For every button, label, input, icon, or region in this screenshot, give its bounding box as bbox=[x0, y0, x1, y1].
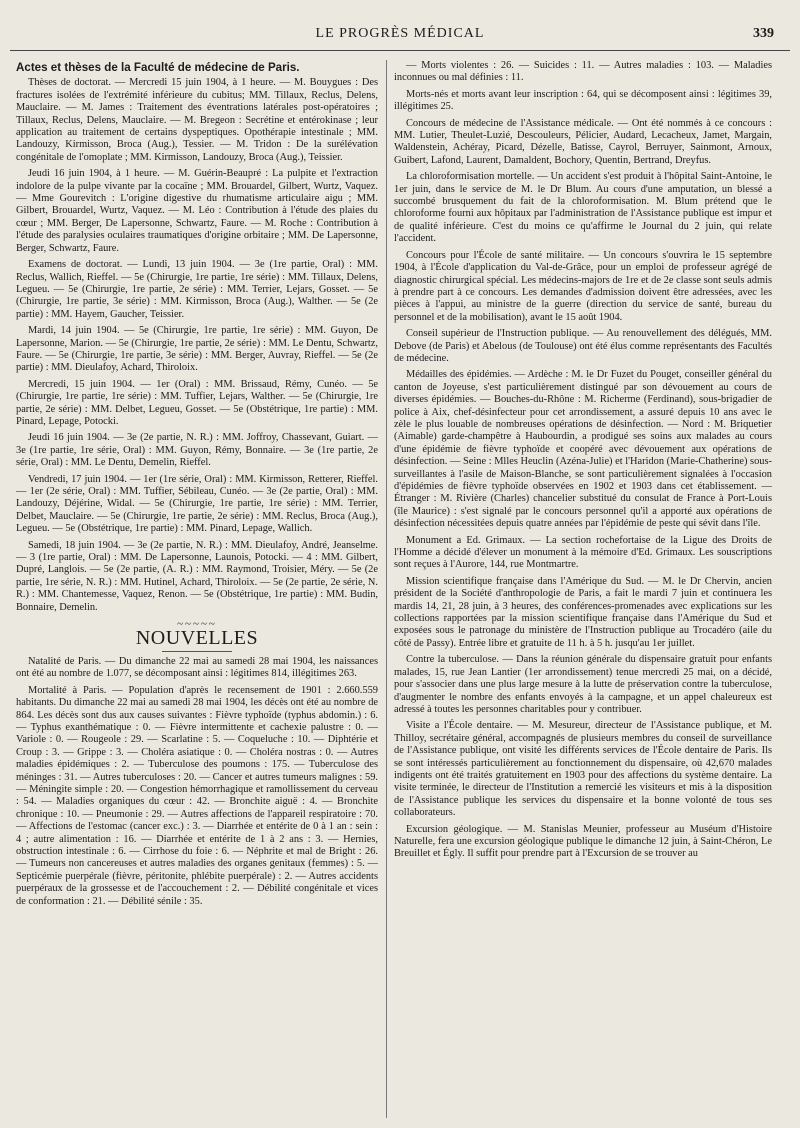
paragraph-concours-assistance: Concours de médecine de l'Assistance médicale. — Ont été nommés à ce concours : MM. Lutier, Theulet-Luzié, Descouleurs, Pélicier, Audard, Lecacheux, Jamet, Margain, Waldenstein, Achéray, Picard, Dézelle, Batisse, Cayrol, Berruyer, Sainmont, Arnoux, Guibert, Lafond, Laurent, Damaldent, Bochory, Quentin, Bertrand, Dreyfus. bbox=[394, 117, 772, 166]
paragraph-morts-nes: Morts-nés et morts avant leur inscription : 64, qui se décomposent ainsi : légitimes 39, illégitimes 25. bbox=[394, 88, 772, 113]
paragraph-mortalite: Mortalité à Paris. — Population d'après le recensement de 1901 : 2.660.559 habitants. Du dimanche 22 mai au samedi 28 mai 1904, les décès ont été au nombre de 864. Les décès sont dus aux causes suivantes : Fièvre typhoïde (typhus abdomin.) : 6. — Typhus exanthématique : 0. — Fièvre intermittente et cachexie palustre : 0. — Variole : 0. — Rougeole : 29. — Scarlatine : 5. — Coqueluche : 10. — Diphtérie et Croup : 3. — Grippe : 3. — Choléra asiatique : 0. — Choléra nostras : 0. — Autres maladies épidémiques : 2. — Tuberculose des poumons : 175. — Tuberculose des méninges : 31. — Autres tuberculoses : 20. — Cancer et autres tumeurs malignes : 59. — Méningite simple : 20. — Congestion hémorrhagique et ramollissement du cerveau : 54. — Maladies organiques du cœur : 42. — Bronchite aiguë : 4. — Bronchite chronique : 10. — Pneumonie : 29. — Autres affections de l'appareil respiratoire : 70. — Affections de l'estomac (cancer exc.) : 3. — Diarrhée et entérite de 0 à 1 an : sein : 4 ; autre alimentation : 16. — Diarrhée et entérite de 1 à 2 ans : 3. — Hernies, obstruction intestinale : 6. — Cirrhose du foie : 6. — Néphrite et mal de Bright : 26. — Tumeurs non cancereuses et autres maladies des organes genitaux (femmes) : 5. — Septicémie puerpérale (fièvre, péritonite, phlébite puerpérale) : 2. — Autres accidents puerpéraux de la grossesse et de l'accouchement : 2. — Débilité congénitale et vices de conformation : 21. — Débilité sénile : 35. bbox=[16, 684, 378, 907]
paragraph-medailles-epidemies: Médailles des épidémies. — Ardèche : M. le Dr Fuzet du Pouget, conseiller général du canton de Joyeuse, s'est particulièrement distingué par son dévouement au cours de diverses épidémies. — Bouches-du-Rhône : M. Richerme (Ferdinand), sous-brigadier de police à Aix, chef-désinfecteur pour cet arrondissement, a assuré depuis 10 ans avec le zèle le plus louable de nombreuses opérations de désinfection. — Nord : M. Briquetier (Aimable) garde-champêtre à Haubourdin, a prodigué ses soins aux malades au cours d'une épidémie de fièvre typhoïde et coopéré avec dévouement aux opérations de désinfection. — Seine : Mlles Heuclin (Azéna-Julie) et l'Haridon (Marie-Chatherine) sous-surveillantes à l'asile de Maison-Blanche, se sont particulièrement signalées à l'occasion d'épidémies de fièvre typhoïde observées en 1902 et 1903 dans cet établissement. — Étranger : M. Rivière (Charles) chancelier substitué du consulat de France à Port-Louis (île Maurice) : s'est signalé par le concours personnel qu'il a apporté aux opérations de désinfection nécessitées depuis quatre années par l'épidémie de peste qui sévit dans l'île. bbox=[394, 369, 772, 530]
paragraph-morts-violentes: — Morts violentes : 26. — Suicides : 11. — Autres maladies : 103. — Maladies inconnues ou mal définies : 11. bbox=[394, 60, 772, 84]
paragraph-tuberculose: Contre la tuberculose. — Dans la réunion générale du dispensaire gratuit pour enfants malades, 15, rue Jean Lantier (1er arrondissement) tenue mercredi 25 mai, on a décidé, pour s'associer dans une plus large mesure à la lutte de préservation contre la tuberculose, d'augmenter le nombre des enfants envoyés à la campagne, et un appel chaleureux est adressé à toutes les personnes charitables pour y contribuer. bbox=[394, 654, 772, 715]
header-rule bbox=[10, 50, 790, 51]
paragraph-examens-mardi: Mardi, 14 juin 1904. — 5e (Chirurgie, 1re partie, 1re série) : MM. Guyon, De Lapersonne, Marion. — 5e (Chirurgie, 1re partie, 2e série) : MM. Le Dentu, Schwartz, Faure. — 5e (Chirurgie, 1re partie, 3e série) : MM. Berger, Auvray, Rieffel. — 5e (2e partie) : MM. Dieulafoy, Achard, Thiroloix. bbox=[16, 325, 378, 374]
paragraph-examens-lundi: Examens de doctorat. — Lundi, 13 juin 1904. — 3e (1re partie, Oral) : MM. Reclus, Wallich, Rieffel. — 5e (Chirurgie, 1re partie, 1re série) : MM. Tillaux, Delens, Legueu. — 5e (Chirurgie, 1re partie, 2e série) : MM. Terrier, Lejars, Gosset. — 5e (Chirurgie, 1re partie, 3e série) : MM. Kirmisson, Broca (Aug.), Walther. — 5e (2e partie) : MM. Hayem, Gaucher, Teissier. bbox=[16, 259, 378, 320]
paragraph-examens-jeudi: Jeudi 16 juin 1904. — 3e (2e partie, N. R.) : MM. Joffroy, Chassevant, Guiart. — 3e (1re partie, 1re série, Oral) : MM. Guyon, Rémy, Bonnaire. — 3e (1re partie, 2e série, Oral) : MM. Le Dentu, Demelin, Rieffel. bbox=[16, 432, 378, 469]
journal-title: LE PROGRÈS MÉDICAL bbox=[315, 26, 485, 41]
left-column bbox=[16, 60, 378, 1120]
section-ornament: ~~~~~ bbox=[177, 618, 217, 631]
running-header bbox=[0, 26, 800, 46]
news-title-rule bbox=[162, 651, 232, 652]
paragraph-monument-grimaux: Monument a Ed. Grimaux. — La section rochefortaise de la Ligue des Droits de l'Homme a décidé d'élever un monument à la mémoire d'Ed. Grimaux. Les souscriptions sont reçues à l'Aurore, 144, rue Montmartre. bbox=[394, 534, 772, 571]
right-column bbox=[394, 60, 772, 1120]
paragraph-chloroformisation: La chloroformisation mortelle. — Un accident s'est produit à l'hôpital Saint-Antoine, le 1er juin, dans le service de M. le Dr Blum. Au cours d'une amputation, un blessé a succombé brusquement du fait de la chloroformisation. M. Blum prétend que le chloroforme fourni aux hôpitaux par l'administration de l'Assistance publique est impur et de qualité inférieure. C'est du moins ce qu'affirme le Journal du 2 juin, qui relate l'accident. bbox=[394, 171, 772, 245]
paragraph-examens-vendredi: Vendredi, 17 juin 1904. — 1er (1re série, Oral) : MM. Kirmisson, Retterer, Rieffel. — 1er (2e série, Oral) : MM. Tuffier, Sébileau, Cunéo. — 3e (2e partie, Oral) : MM. Landouzy, Déjérine, Widal. — 5e (Chirurgie, 1re partie, 1re série) : MM. Terrier, Delbet, Mauclaire. — 5e (Chirurgie, 1re partie, 2e série) : MM. Reclus, Broca (Aug.), Legueu. — 5e (Obstétrique, 1re partie) : MM. Pinard, Lepage, Wallich. bbox=[16, 473, 378, 535]
page-number: 339 bbox=[753, 26, 774, 41]
paragraph-excursion-geologique: Excursion géologique. — M. Stanislas Meunier, professeur au Muséum d'Histoire Naturelle, fera une excursion géologique publique le dimanche 12 juin, à Saint-Chéron, Le Breuillet et Égly. Il suffit pour prendre part à l'Excursion de se trouver au bbox=[394, 823, 772, 860]
paragraph-examens-mercredi: Mercredi, 15 juin 1904. — 1er (Oral) : MM. Brissaud, Rémy, Cunéo. — 5e (Chirurgie, 1re partie, 1re série) : MM. Tuffier, Lejars, Walther. — 5e (Chirurgie, 1re partie, 2e série) : MM. Delbet, Legueu, Gosset. — 5e (Obstétrique, 1re partie) : MM. Pinard, Lepage, Potocki. bbox=[16, 378, 378, 427]
news-title: NOUVELLES bbox=[135, 627, 259, 650]
section-title-actes: Actes et thèses de la Faculté de médecine de Paris. bbox=[16, 61, 300, 74]
paragraph-theses-jeudi: Jeudi 16 juin 1904, à 1 heure. — M. Guérin-Beaupré : La pulpite et l'extraction indolore de la pulpe vivante par la cocaïne ; MM. Brouardel, Gilbert, Wurtz, Vaquez. — Mme Gourevitch : L'origine digestive du rhumatisme articulaire aigu ; MM. Gilbert, Brouardel, Wurtz, Vaquez. — M. Léo : Contribution à l'étude des plaies du cœur ; MM. Berger, De Lapersonne, Schwartz, Faure. — M. Roche : Contribution à l'étude des paralysies oculaires traumatiques d'origine orbitaire ; MM. De Lapersonne, Berger, Schwartz, Faure. bbox=[16, 168, 378, 254]
paragraph-concours-sante-militaire: Concours pour l'École de santé militaire. — Un concours s'ouvrira le 15 septembre 1904, à l'École d'application du Val-de-Grâce, pour un emploi de professeur agrégé de diagnostic chirurgical spécial. Les médecins-majors de 1re et de 2e classe sont seuls admis à prendre part à ce concours. Les demandes d'admission doivent être adressées, avec les pièces à l'appui, au ministre de la guerre (direction du service de santé, bureau du personnel et de la mobilisation), avant le 15 août 1904. bbox=[394, 249, 772, 323]
paragraph-conseil-superieur: Conseil supérieur de l'Instruction publique. — Au renouvellement des délégués, MM. Debove (de Paris) et Abelous (de Toulouse) ont été élus comme représentants des Facultés de médecine. bbox=[394, 328, 772, 364]
paragraph-mission-amerique: Mission scientifique française dans l'Amérique du Sud. — M. le Dr Chervin, ancien président de la Société d'anthropologie de Paris, a fait le mardi 7 juin et continuera les mardis 14, 21, 28 juin, à 3 heures, des conférences-promenades avec explications sur les collections rapportées par la mission scientifique française dans l'Amérique du Sud et exposées sous le patronage du ministère de l'Instruction publique au Trocadéro (aile du côté de Passy). Entrée libre et gratuite de 11 h. à 5 h. jusqu'au 1er juillet. bbox=[394, 575, 772, 649]
paragraph-ecole-dentaire: Visite a l'École dentaire. — M. Mesureur, directeur de l'Assistance publique, et M. Thilloy, secrétaire général, accompagnés de plusieurs membres du conseil de surveillance de l'Assistance publique, ont visité les différents services de l'École dentaire de Paris. Ils se sont intéressés particulièrement au fonctionnement du dispensaire, où 42,670 malades indigents ont été traités gratuitement en 1903 pour des affections du système dentaire. La visite terminée, le directeur de l'Institution a remercié les visiteurs et mis à la disposition de l'Assistance publique les services du dispensaire et la bonne volonté de tous ses collaborateurs. bbox=[394, 720, 772, 819]
paragraph-theses-mercredi: Thèses de doctorat. — Mercredi 15 juin 1904, à 1 heure. — M. Bouygues : Des fractures isolées de l'extrémité inférieure du cubitus; MM. Tillaux, Reclus, Delens, Mauclaire. — M. James : Traitement des éventrations latérales post-opératoires ; Tillaux, Reclus, Delens, Mauclaire. — M. Bregeon : Secrétine et entérokinase ; leur application au traitement de certains dyspeptiques. Opothérapie intestinale ; MM. Landouzy, Kirmisson, Broca (Aug.), Tessier. — M. Tridon : De la surélévation congénitale de l'omoplate ; MM. Kirmisson, Landouzy, Broca (Aug.), Teissier. bbox=[16, 77, 378, 163]
paragraph-examens-samedi: Samedi, 18 juin 1904. — 3e (2e partie, N. R.) : MM. Dieulafoy, André, Jeanselme. — 3 (1re partie, Oral) : MM. De Lapersonne, Launois, Potocki. — 4 : MM. Gilbert, Dupré, Langlois. — 5e (2e partie, (A. R.) : MM. Raymond, Troisier, Méry. — 5e (2e partie, 1re série, N. R.) : MM. Hutinel, Achard, Thiroloix. — 5e (2e partie, 2e série, N. R.) : MM. Chantemesse, Vaquez, Renon. — 5e (Obstétrique, 1re partie) : MM. Budin, Bonnaire, Demelin. bbox=[16, 539, 378, 613]
paragraph-natalite: Natalité de Paris. — Du dimanche 22 mai au samedi 28 mai 1904, les naissances ont été au nombre de 1.077, se décomposant ainsi : légitimes 814, illégitimes 263. bbox=[16, 655, 378, 680]
column-divider bbox=[386, 60, 387, 1118]
